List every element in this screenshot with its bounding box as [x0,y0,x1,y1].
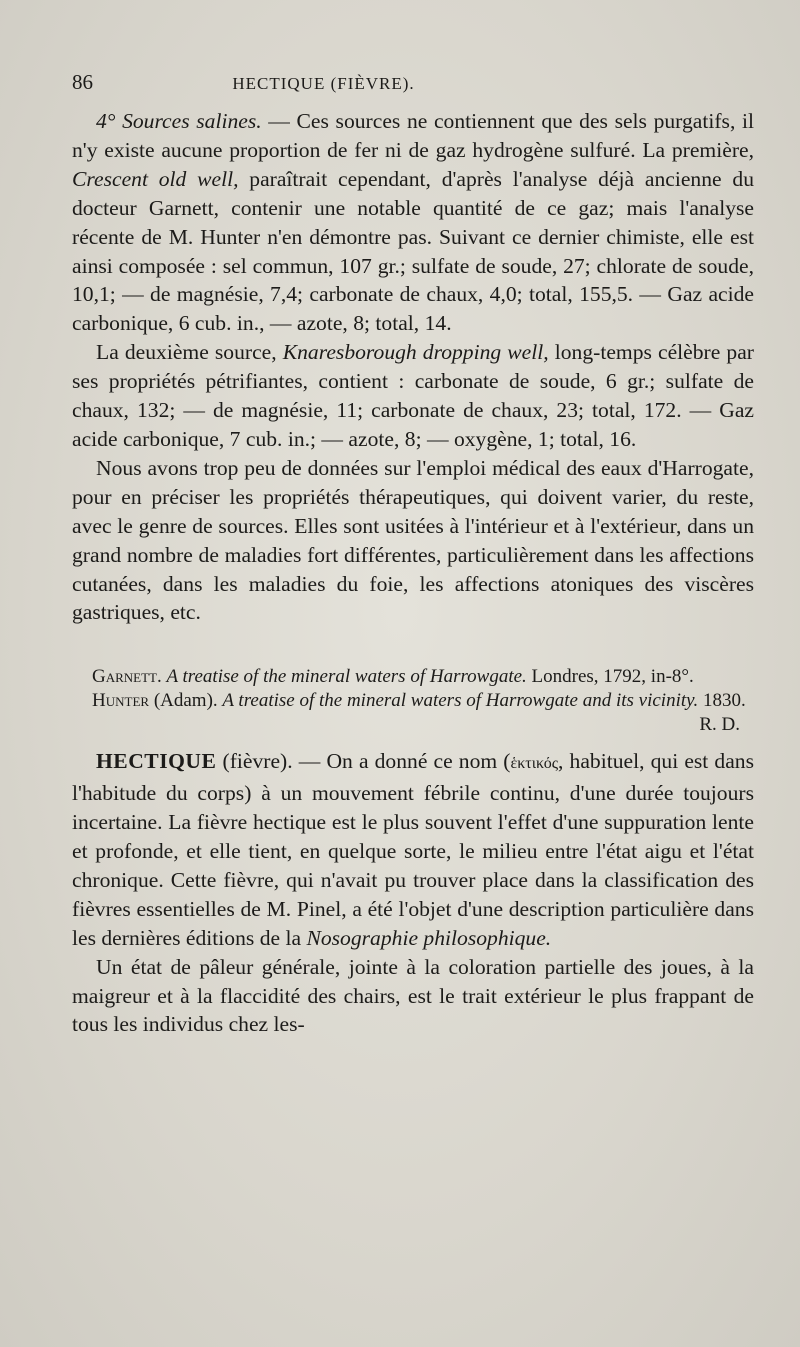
paragraph-text: paraîtrait cependant, d'après l'analyse déjà ancienne du docteur Garnett, contenir une notable quantité de ce gaz; mais l'analyse récente de M. Hunter n'en démontre pas. Suivant ce dernier chimiste, elle est ainsi composée : sel commun, 107 gr.; sulfate de soude, 27; chlorate de soude, 10,1; — de magnésie, 7,4; carbonate de chaux, 4,0; total, 155,5. — Gaz acide carbonique, 6 cub. in., — azote, 8; total, 14. [72,166,754,336]
book-title: Nosographie philosophique. [306,925,552,950]
article-hectique [72,747,754,1039]
paragraph-second-source [72,338,754,454]
paragraph-saline-sources [72,107,754,338]
author-signature: R. D. [699,714,740,736]
article-headword: HECTIQUE [96,749,217,774]
paragraph-text: La deuxième source, [96,340,283,365]
running-title: HECTIQUE (FIÈVRE). [232,74,415,93]
page-number: 86 [72,70,93,94]
ref-author: Garnett. [92,666,162,688]
reference-garnett [72,665,754,689]
ref-publication: 1830. [698,690,746,712]
source-name: Knaresborough dropping well, [282,340,549,365]
paragraph-text: , habituel, qui est dans l'habitude du corps) à un mouvement fébrile continu, d'une durée toujours incertaine. La fièvre hectique est le plus souvent l'effet d'une suppuration lente et profonde, et elle tient, en quelque sorte, le milieu entre l'état aigu et l'état chronique. Cette fièvre, qui n'avait pu trouver place dans la classification des fièvres essentielles de M. Pinel, a été l'objet d'une description particulière dans les dernières éditions de la [72,749,754,950]
ref-title: A treatise of the mineral waters of Harrowgate and its vicinity. [222,690,699,712]
article-paragraph: Un état de pâleur générale, jointe à la coloration partielle des joues, à la maigreur et à la flaccidité des chairs, est le trait extérieur le plus frappant de tous les individus chez les- [72,954,754,1037]
source-name: Crescent old well, [72,166,239,191]
article-intro [72,747,754,952]
greek-etymology: ἑκτικός [510,755,559,773]
ref-author-extra: (Adam). [149,690,223,712]
section-label: 4° Sources salines. [96,109,262,133]
paragraph-medical-use: Nous avons trop peu de données sur l'emploi médical des eaux d'Harrogate, pour en préciser les propriétés thérapeutiques, qui doivent varier, du reste, avec le genre de sources. Elles sont usitées à l'intérieur et à l'extérieur, dans un grand nombre de maladies fort différentes, particulièrement dans les affections cutanées, dans les maladies du foie, les affections atoniques des viscères gastriques, etc. [72,455,754,625]
paragraph-text: (fièvre). — On a donné ce nom ( [216,749,511,774]
paragraph-text: long-temps célèbre par ses propriétés pétrifiantes, contient : carbonate de soude, 6 gr.; sulfate de chaux, 132; — de magnésie, 11; carbonate de chaux, 23; total, 172. — Gaz acide carbonique, 7 cub. in.; — azote, 8; — oxygène, 1; total, 16. [72,340,754,451]
bibliography [72,665,754,736]
reference-hunter [72,689,754,736]
ref-publication: Londres, 1792, in-8°. [526,666,694,688]
ref-author: Hunter [92,690,150,712]
paragraph-text: — Ces sources ne contiennent que des sels purgatifs, il n'y existe aucune proportion de fer ni de gaz hydrogène sulfuré. La première, [72,109,754,162]
page-header [72,70,754,95]
ref-title: A treatise of the mineral waters of Harrowgate. [166,666,527,688]
